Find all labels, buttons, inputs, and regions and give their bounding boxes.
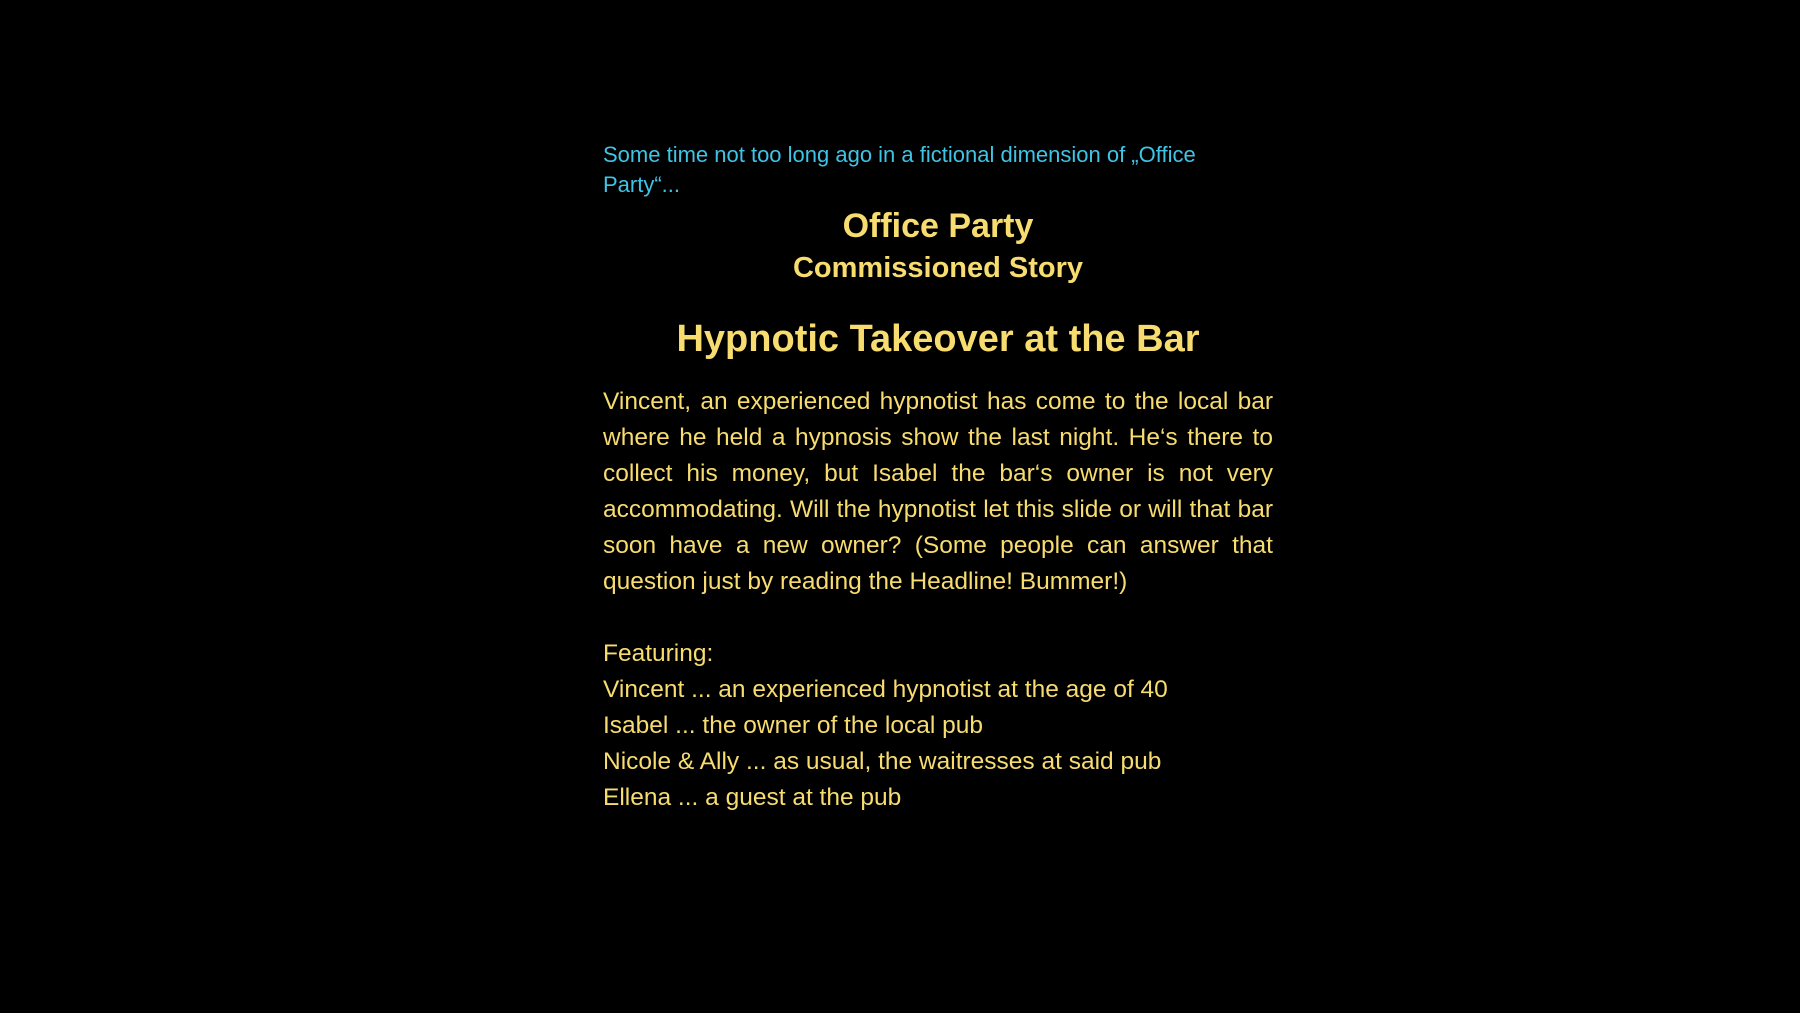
cast-item-isabel: Isabel ... the owner of the local pub [603,712,983,739]
slide-content [603,140,1273,816]
show-subtitle: Commissioned Story [792,252,1084,284]
cast-item-ellena: Ellena ... a guest at the pub [603,784,902,811]
intro-text: Some time not too long ago in a fictional dimension of „Office Party“... [603,142,1196,197]
cast-list [603,672,1273,816]
featuring-label: Featuring: [603,640,714,667]
show-title: Office Party [842,207,1034,245]
story-title: Hypnotic Takeover at the Bar [676,318,1200,360]
cast-item-nicole-ally: Nicole & Ally ... as usual, the waitresses at said pub [603,748,1162,775]
cast-item-vincent: Vincent ... an experienced hypnotist at the age of 40 [603,676,1168,703]
story-summary: Vincent, an experienced hypnotist has come to the local bar where he held a hypnosis show the last night. He‘s there to collect his money, but Isabel the bar‘s owner is not very accommodating. Will the hypnotist let this slide or will that bar soon have a new owner? (Some people can answer that question just by reading the Headline! Bummer!) [603,388,1273,595]
